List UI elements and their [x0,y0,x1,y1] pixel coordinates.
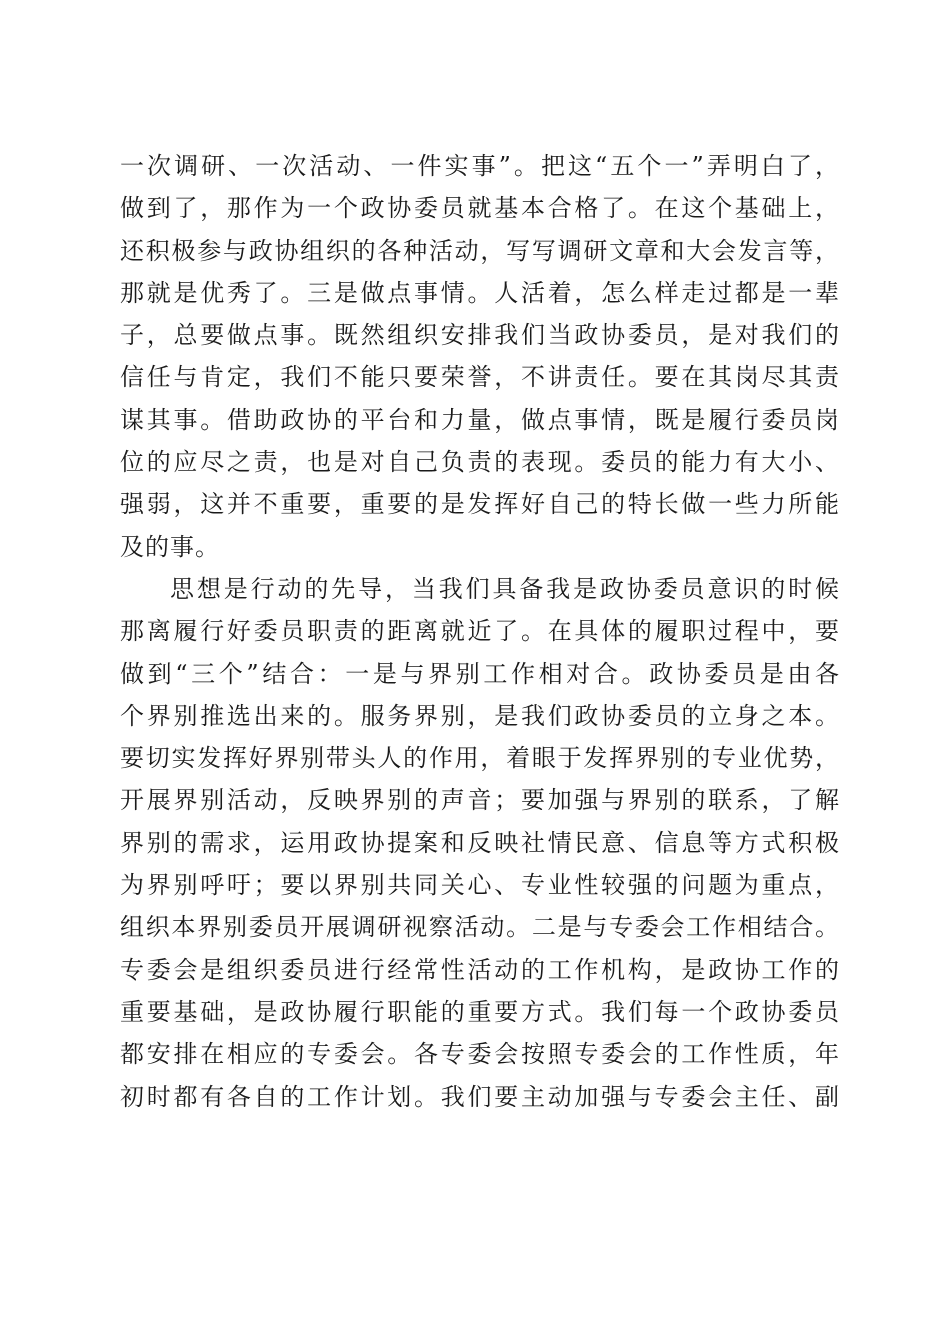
text-line: 那就是优秀了。三是做点事情。人活着，怎么样走过都是一辈 [120,278,840,307]
text-line: 位的应尽之责，也是对自己负责的表现。委员的能力有大小、 [120,448,840,477]
text-line: 开展界别活动，反映界别的声音；要加强与界别的联系，了解 [120,786,840,815]
text-line: 个界别推选出来的。服务界别，是我们政协委员的立身之本。 [120,701,840,730]
text-line: 谋其事。借助政协的平台和力量，做点事情，既是履行委员岗 [120,405,840,434]
text-line: 为界别呼吁；要以界别共同关心、专业性较强的问题为重点， [120,871,840,900]
text-line: 专委会是组织委员进行经常性活动的工作机构，是政协工作的 [120,955,840,984]
text-line: 那离履行好委员职责的距离就近了。在具体的履职过程中，要 [120,617,840,646]
text-line: 子，总要做点事。既然组织安排我们当政协委员，是对我们的 [120,321,840,350]
text-line: 要切实发挥好界别带头人的作用，着眼于发挥界别的专业优势， [120,744,840,773]
text-line: 初时都有各自的工作计划。我们要主动加强与专委会主任、副 [120,1082,840,1111]
paragraph-start-line: 思想是行动的先导，当我们具备我是政协委员意识的时候 [170,574,840,603]
text-line: 组织本界别委员开展调研视察活动。二是与专委会工作相结合。 [120,913,840,942]
body-text [120,145,840,1118]
text-line: 做到“三个”结合：一是与界别工作相对合。政协委员是由各 [120,659,840,688]
text-line: 信任与肯定，我们不能只要荣誉，不讲责任。要在其岗尽其责 [120,363,840,392]
text-line: 都安排在相应的专委会。各专委会按照专委会的工作性质，年 [120,1040,840,1069]
text-line: 及的事。 [120,532,220,561]
text-line: 一次调研、一次活动、一件实事”。把这“五个一”弄明白了， [120,152,840,180]
text-line: 界别的需求，运用政协提案和反映社情民意、信息等方式积极 [120,828,840,857]
text-line: 重要基础，是政协履行职能的重要方式。我们每一个政协委员 [120,997,840,1026]
text-line: 强弱，这并不重要，重要的是发挥好自己的特长做一些力所能 [120,490,840,519]
text-line: 还积极参与政协组织的各种活动，写写调研文章和大会发言等， [120,236,840,265]
text-line: 做到了，那作为一个政协委员就基本合格了。在这个基础上， [120,194,840,223]
